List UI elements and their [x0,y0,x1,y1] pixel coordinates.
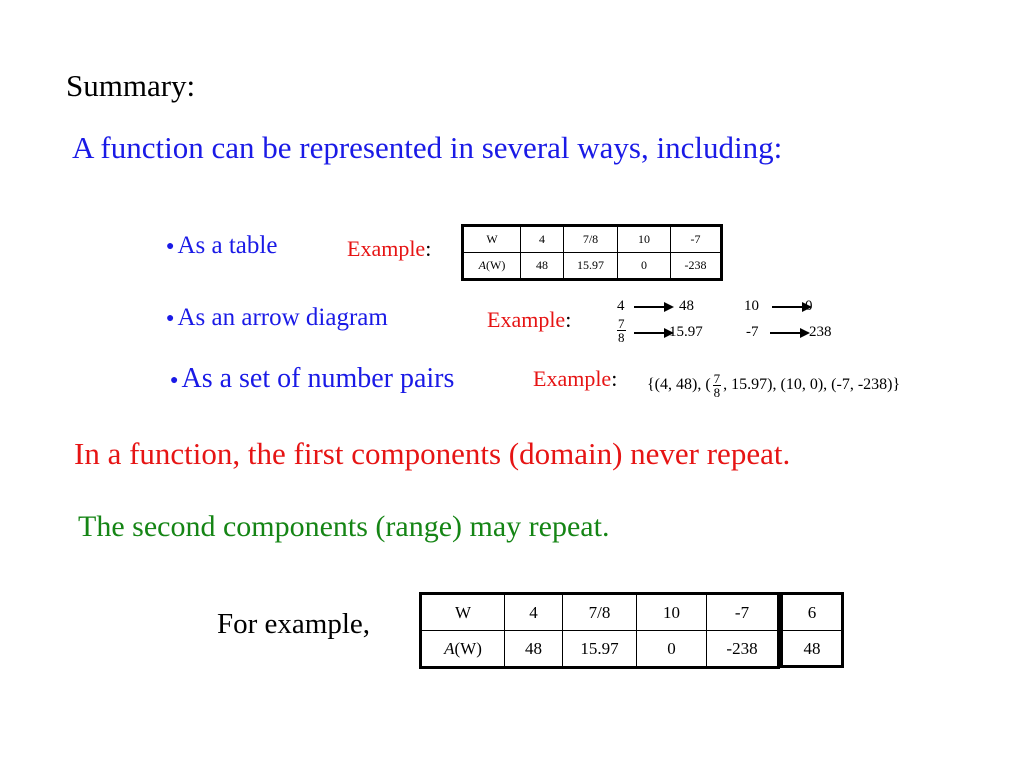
table-cell: -238 [707,631,779,668]
bullet-label: As a set of number pairs [181,363,455,394]
table-row [463,226,722,253]
table-cell: -7 [707,594,779,631]
example-table-small [461,224,723,281]
range-value: 0 [805,298,813,314]
pairs-fraction [713,372,722,399]
fraction-denominator: 8 [618,330,625,345]
table-row [421,631,779,668]
for-example-label: For example, [217,608,371,640]
range-rule: The second components (range) may repeat. [78,510,610,543]
range-value: -238 [804,324,832,340]
example-word: Example [347,236,426,261]
bullet-table [166,232,277,260]
fraction-numerator: 7 [618,316,625,331]
table-cell: 10 [637,594,707,631]
bullet-dot-icon: ● [170,372,179,388]
example-label-arrow [487,307,571,333]
table-cell: 15.97 [564,253,618,280]
example-colon: : [565,307,572,332]
arrow-icon [634,327,674,339]
number-pairs-set [647,372,900,399]
table-cell: 15.97 [563,631,637,668]
example-word: Example [533,366,612,391]
table-cell: -238 [671,253,722,280]
table-cell: W [421,594,505,631]
bullet-arrow-diagram [166,304,388,332]
extra-range-value: 48 [803,639,821,658]
example-label-pairs [533,366,617,392]
bullet-label: As an arrow diagram [177,304,388,331]
example-word: Example [487,307,566,332]
table-cell: 4 [505,594,563,631]
domain-value: 10 [744,298,759,314]
example-colon: : [425,236,432,261]
arrow-icon [634,301,674,313]
extra-divider [783,630,841,631]
range-value: 48 [679,298,694,314]
domain-value: -7 [746,324,759,340]
arrow-diagram [614,298,854,358]
function-arg: (W) [486,258,506,272]
table-cell: 48 [521,253,564,280]
table-cell: 48 [505,631,563,668]
bullet-label: As a table [177,232,278,259]
domain-value: 4 [617,298,625,314]
example-label-table [347,236,431,262]
table-cell: 0 [618,253,671,280]
table-cell [421,631,505,668]
example-colon: : [611,366,618,391]
table-cell: 4 [521,226,564,253]
extra-column [780,592,844,668]
domain-fraction [617,317,626,344]
table-cell: 7/8 [564,226,618,253]
page-heading: Summary: [66,68,196,103]
function-name: A [444,638,455,658]
table-cell: 7/8 [563,594,637,631]
bullet-number-pairs [170,363,454,395]
table-row [463,253,722,280]
table-cell: W [463,226,521,253]
pairs-text-end: , 15.97), (10, 0), (-7, -238)} [723,376,901,394]
table-row [421,594,779,631]
table-cell: 10 [618,226,671,253]
extra-domain-value: 6 [807,603,817,622]
pairs-text-start: {(4, 48), ( [647,376,711,394]
intro-text: A function can be represented in several ways, including: [72,130,783,165]
table-cell: 0 [637,631,707,668]
example-table-large [419,592,780,669]
bullet-dot-icon: ● [166,239,175,255]
range-value: 15.97 [669,324,703,340]
table-cell: -7 [671,226,722,253]
function-name: A [478,258,486,272]
table-cell [463,253,521,280]
function-arg: (W) [454,638,482,658]
domain-rule: In a function, the first components (domain) never repeat. [74,436,791,471]
fraction-denominator: 8 [713,385,721,400]
bullet-dot-icon: ● [166,311,175,327]
fraction-numerator: 7 [713,371,721,386]
